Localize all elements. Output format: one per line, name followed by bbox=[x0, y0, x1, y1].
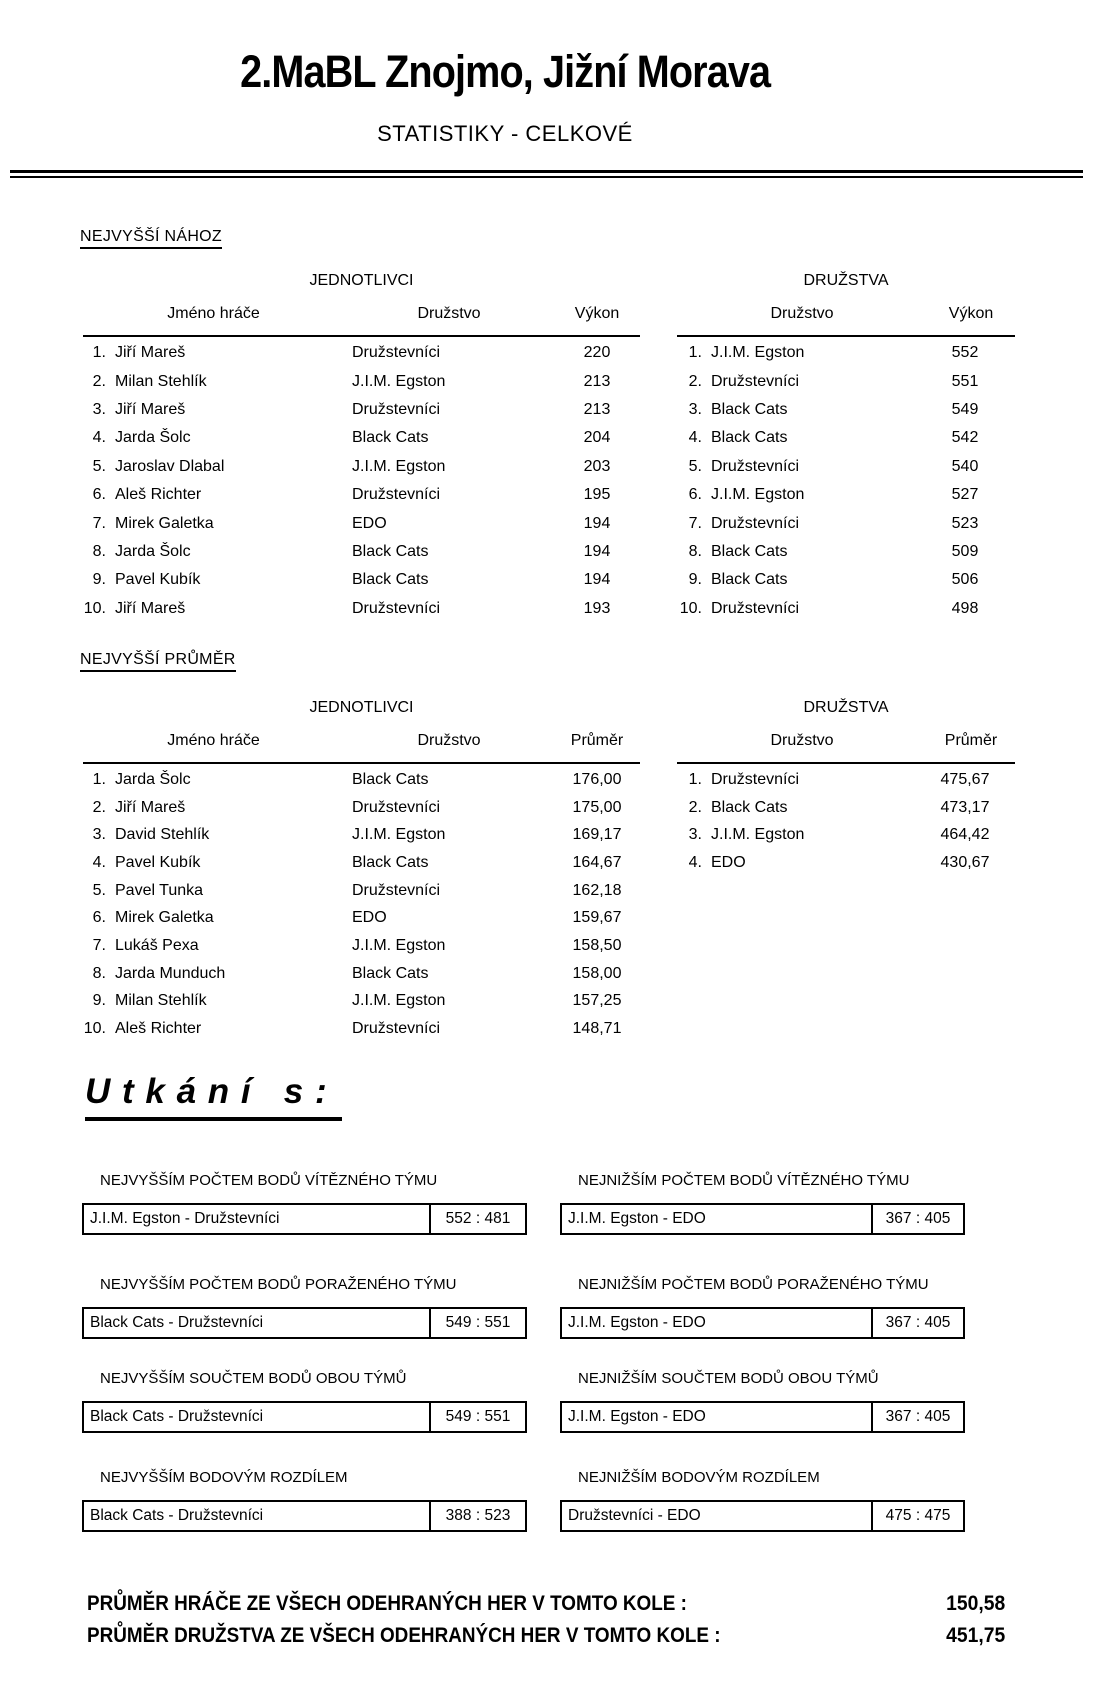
row-player-name: Jarda Munduch bbox=[115, 964, 226, 982]
row-rank: 2. bbox=[92, 798, 106, 816]
table-row bbox=[83, 424, 640, 452]
row-rank: 5. bbox=[92, 881, 106, 899]
row-rank: 9. bbox=[92, 992, 106, 1010]
row-value: 194 bbox=[583, 571, 611, 589]
match-teams: Black Cats - Družstevníci bbox=[90, 1408, 264, 1425]
row-rank: 4. bbox=[688, 429, 702, 447]
table-row bbox=[677, 396, 1015, 424]
row-team-name: J.I.M. Egston bbox=[352, 936, 446, 954]
row-rank: 8. bbox=[688, 542, 702, 560]
row-player-name: Pavel Kubík bbox=[115, 571, 201, 589]
row-rank: 3. bbox=[92, 400, 106, 418]
table-row bbox=[83, 481, 640, 509]
column-header-value: Výkon bbox=[948, 305, 994, 322]
row-team-name: EDO bbox=[352, 514, 387, 532]
row-rank: 7. bbox=[92, 514, 106, 532]
row-rank: 5. bbox=[688, 457, 702, 475]
table-row bbox=[83, 877, 640, 905]
row-value: 157,25 bbox=[572, 992, 622, 1010]
row-rank: 4. bbox=[688, 853, 702, 871]
match-score: 549 : 551 bbox=[429, 1403, 525, 1431]
match-teams: J.I.M. Egston - EDO bbox=[568, 1314, 706, 1331]
table-header-row bbox=[83, 305, 640, 337]
row-rank: 6. bbox=[92, 486, 106, 504]
match-stat-item bbox=[82, 1469, 527, 1532]
column-header-value: Průměr bbox=[570, 732, 624, 749]
row-rank: 10. bbox=[83, 599, 106, 617]
row-rank: 2. bbox=[688, 798, 702, 816]
row-rank: 9. bbox=[688, 571, 702, 589]
table-row bbox=[677, 538, 1015, 566]
row-rank: 9. bbox=[92, 571, 106, 589]
table-caption: DRUŽSTVA bbox=[803, 272, 889, 289]
table-row bbox=[677, 766, 1015, 794]
row-team-name: J.I.M. Egston bbox=[711, 344, 805, 362]
table-caption: DRUŽSTVA bbox=[803, 699, 889, 716]
row-value: 540 bbox=[951, 457, 979, 475]
match-teams: J.I.M. Egston - EDO bbox=[568, 1408, 706, 1425]
match-stat-box bbox=[82, 1307, 527, 1339]
row-rank: 1. bbox=[688, 344, 702, 362]
row-player-name: Lukáš Pexa bbox=[115, 936, 199, 954]
table-row bbox=[677, 453, 1015, 481]
row-team-name: J.I.M. Egston bbox=[352, 372, 446, 390]
row-rank: 3. bbox=[688, 400, 702, 418]
row-value: 213 bbox=[583, 400, 611, 418]
match-stat-box bbox=[560, 1401, 965, 1433]
footer-line-team-average bbox=[87, 1624, 1005, 1650]
row-team-name: Black Cats bbox=[352, 571, 429, 589]
match-stat-item bbox=[82, 1276, 527, 1339]
table-body bbox=[677, 337, 1015, 623]
table-row bbox=[677, 595, 1015, 623]
row-value: 194 bbox=[583, 514, 611, 532]
row-value: 552 bbox=[951, 344, 979, 362]
row-team-name: Black Cats bbox=[711, 798, 788, 816]
row-value: 509 bbox=[951, 542, 979, 560]
table-row bbox=[83, 566, 640, 594]
table-row bbox=[83, 367, 640, 395]
row-value: 175,00 bbox=[572, 798, 622, 816]
row-value: 162,18 bbox=[572, 881, 622, 899]
match-stat-item bbox=[560, 1276, 965, 1339]
row-rank: 1. bbox=[92, 344, 106, 362]
table-header-row bbox=[677, 305, 1015, 337]
row-team-name: Black Cats bbox=[352, 429, 429, 447]
row-rank: 1. bbox=[688, 770, 702, 788]
row-team-name: Družstevníci bbox=[711, 372, 800, 390]
row-value: 169,17 bbox=[572, 826, 622, 844]
row-team-name: Družstevníci bbox=[352, 599, 441, 617]
column-header-team: Družstvo bbox=[417, 732, 481, 749]
row-value: 159,67 bbox=[572, 909, 622, 927]
match-score: 367 : 405 bbox=[871, 1205, 963, 1233]
row-value: 506 bbox=[951, 571, 979, 589]
table-row bbox=[677, 821, 1015, 849]
row-team-name: Black Cats bbox=[352, 853, 429, 871]
table-row bbox=[83, 453, 640, 481]
table-row bbox=[677, 424, 1015, 452]
table-header-row bbox=[83, 732, 640, 764]
row-value: 473,17 bbox=[940, 798, 990, 816]
row-value: 204 bbox=[583, 429, 611, 447]
match-stat-item bbox=[560, 1370, 965, 1433]
table-row bbox=[83, 960, 640, 988]
column-header-team: Družstvo bbox=[770, 305, 834, 322]
row-value: 193 bbox=[583, 599, 611, 617]
section-heading-highest-average: NEJVYŠŠÍ PRŮMĚR bbox=[80, 651, 236, 672]
row-team-name: Družstevníci bbox=[352, 798, 441, 816]
match-stat-item bbox=[560, 1469, 965, 1532]
row-value: 430,67 bbox=[940, 853, 990, 871]
row-player-name: Pavel Kubík bbox=[115, 853, 201, 871]
table-row bbox=[83, 904, 640, 932]
row-value: 220 bbox=[583, 344, 611, 362]
match-teams: Black Cats - Družstevníci bbox=[90, 1507, 264, 1524]
row-team-name: EDO bbox=[352, 909, 387, 927]
row-team-name: Družstevníci bbox=[352, 486, 441, 504]
row-player-name: Jaroslav Dlabal bbox=[115, 457, 225, 475]
row-value: 542 bbox=[951, 429, 979, 447]
footer-line-player-average bbox=[87, 1592, 1005, 1618]
column-header-team: Družstvo bbox=[417, 305, 481, 322]
match-score: 552 : 481 bbox=[429, 1205, 525, 1233]
row-rank: 7. bbox=[688, 514, 702, 532]
table-row bbox=[83, 766, 640, 794]
row-player-name: Mirek Galetka bbox=[115, 909, 214, 927]
table-row bbox=[83, 595, 640, 623]
table-row bbox=[83, 1015, 640, 1043]
row-team-name: J.I.M. Egston bbox=[352, 992, 446, 1010]
table-row bbox=[83, 932, 640, 960]
row-team-name: Družstevníci bbox=[711, 514, 800, 532]
table-row bbox=[83, 821, 640, 849]
match-score: 475 : 475 bbox=[871, 1502, 963, 1530]
row-value: 464,42 bbox=[940, 826, 990, 844]
row-value: 194 bbox=[583, 542, 611, 560]
row-team-name: Black Cats bbox=[711, 429, 788, 447]
match-stat-label: NEJNIŽŠÍM SOUČTEM BODŮ OBOU TÝMŮ bbox=[578, 1370, 879, 1387]
match-score: 367 : 405 bbox=[871, 1403, 963, 1431]
table-caption: JEDNOTLIVCI bbox=[309, 272, 414, 289]
row-team-name: Black Cats bbox=[711, 542, 788, 560]
row-value: 158,50 bbox=[572, 936, 622, 954]
row-player-name: Jarda Šolc bbox=[115, 542, 191, 560]
row-player-name: Aleš Richter bbox=[115, 1020, 202, 1038]
row-rank: 2. bbox=[92, 372, 106, 390]
column-header-value: Výkon bbox=[574, 305, 620, 322]
row-rank: 3. bbox=[92, 826, 106, 844]
match-stat-box bbox=[560, 1203, 965, 1235]
row-value: 148,71 bbox=[572, 1020, 622, 1038]
row-player-name: David Stehlík bbox=[115, 826, 210, 844]
row-value: 498 bbox=[951, 599, 979, 617]
row-team-name: J.I.M. Egston bbox=[711, 826, 805, 844]
row-team-name: Black Cats bbox=[352, 542, 429, 560]
row-value: 203 bbox=[583, 457, 611, 475]
row-value: 213 bbox=[583, 372, 611, 390]
column-header-player: Jméno hráče bbox=[167, 305, 260, 322]
table-header-row bbox=[677, 732, 1015, 764]
separator-rule bbox=[10, 170, 1083, 178]
row-player-name: Aleš Richter bbox=[115, 486, 202, 504]
row-value: 549 bbox=[951, 400, 979, 418]
table-row bbox=[83, 339, 640, 367]
row-team-name: Black Cats bbox=[711, 400, 788, 418]
row-value: 551 bbox=[951, 372, 979, 390]
row-player-name: Jiří Mareš bbox=[115, 798, 186, 816]
footer-value: 150,58 bbox=[945, 1592, 1005, 1615]
table-body bbox=[83, 764, 640, 1043]
row-rank: 4. bbox=[92, 429, 106, 447]
row-team-name: J.I.M. Egston bbox=[352, 826, 446, 844]
table-body bbox=[677, 764, 1015, 877]
match-score: 367 : 405 bbox=[871, 1309, 963, 1337]
row-value: 164,67 bbox=[572, 853, 622, 871]
table-row bbox=[83, 538, 640, 566]
row-team-name: Družstevníci bbox=[711, 770, 800, 788]
row-player-name: Jarda Šolc bbox=[115, 429, 191, 447]
row-value: 176,00 bbox=[572, 770, 622, 788]
row-player-name: Jiří Mareš bbox=[115, 599, 186, 617]
match-stat-box bbox=[82, 1401, 527, 1433]
table-row bbox=[677, 566, 1015, 594]
row-rank: 8. bbox=[92, 542, 106, 560]
highest-score-teams-table bbox=[677, 272, 1015, 623]
table-caption: JEDNOTLIVCI bbox=[309, 699, 414, 716]
row-player-name: Milan Stehlík bbox=[115, 992, 207, 1010]
row-player-name: Mirek Galetka bbox=[115, 514, 214, 532]
match-stat-item bbox=[82, 1370, 527, 1433]
row-rank: 6. bbox=[688, 486, 702, 504]
row-value: 475,67 bbox=[940, 770, 990, 788]
table-row bbox=[677, 509, 1015, 537]
row-rank: 1. bbox=[92, 770, 106, 788]
match-stat-label: NEJVYŠŠÍM POČTEM BODŮ VÍTĚZNÉHO TÝMU bbox=[100, 1172, 438, 1189]
highest-score-individuals-table bbox=[83, 272, 640, 623]
row-team-name: EDO bbox=[711, 853, 746, 871]
match-stat-item bbox=[560, 1172, 965, 1235]
column-header-player: Jméno hráče bbox=[167, 732, 260, 749]
row-team-name: Družstevníci bbox=[711, 599, 800, 617]
table-row bbox=[677, 339, 1015, 367]
column-header-value: Průměr bbox=[944, 732, 998, 749]
section-heading-highest-score: NEJVYŠŠÍ NÁHOZ bbox=[80, 228, 222, 249]
row-team-name: Družstevníci bbox=[352, 881, 441, 899]
table-row bbox=[677, 794, 1015, 822]
table-row bbox=[677, 481, 1015, 509]
row-value: 158,00 bbox=[572, 964, 622, 982]
footer-label: PRŮMĚR HRÁČE ZE VŠECH ODEHRANÝCH HER V TOMTO KOLE : bbox=[87, 1592, 687, 1615]
row-player-name: Milan Stehlík bbox=[115, 372, 207, 390]
row-value: 523 bbox=[951, 514, 979, 532]
row-rank: 8. bbox=[92, 964, 106, 982]
row-team-name: Družstevníci bbox=[352, 400, 441, 418]
match-stat-label: NEJVYŠŠÍM POČTEM BODŮ PORAŽENÉHO TÝMU bbox=[100, 1276, 457, 1293]
row-player-name: Jarda Šolc bbox=[115, 770, 191, 788]
row-rank: 10. bbox=[679, 599, 702, 617]
match-stat-label: NEJNIŽŠÍM POČTEM BODŮ VÍTĚZNÉHO TÝMU bbox=[578, 1172, 910, 1189]
table-row bbox=[677, 367, 1015, 395]
footer-label: PRŮMĚR DRUŽSTVA ZE VŠECH ODEHRANÝCH HER V TOMTO KOLE : bbox=[87, 1624, 721, 1647]
match-score: 388 : 523 bbox=[429, 1502, 525, 1530]
match-stat-box bbox=[82, 1500, 527, 1532]
page-title-text: 2.MaBL Znojmo, Jižní Morava bbox=[239, 46, 771, 97]
row-rank: 10. bbox=[83, 1020, 106, 1038]
match-stat-item bbox=[82, 1172, 527, 1235]
row-player-name: Pavel Tunka bbox=[115, 881, 204, 899]
match-stat-label: NEJVYŠŠÍM BODOVÝM ROZDÍLEM bbox=[100, 1469, 348, 1486]
row-rank: 4. bbox=[92, 853, 106, 871]
row-value: 195 bbox=[583, 486, 611, 504]
row-rank: 7. bbox=[92, 936, 106, 954]
row-player-name: Jiří Mareš bbox=[115, 344, 186, 362]
match-stat-label: NEJNIŽŠÍM POČTEM BODŮ PORAŽENÉHO TÝMU bbox=[578, 1276, 929, 1293]
table-row bbox=[83, 509, 640, 537]
page-title bbox=[0, 46, 1010, 98]
match-stat-box bbox=[560, 1500, 965, 1532]
column-header-team: Družstvo bbox=[770, 732, 834, 749]
row-player-name: Jiří Mareš bbox=[115, 400, 186, 418]
match-score: 549 : 551 bbox=[429, 1309, 525, 1337]
footer-value: 451,75 bbox=[945, 1624, 1005, 1647]
table-row bbox=[677, 849, 1015, 877]
match-teams: Black Cats - Družstevníci bbox=[90, 1314, 264, 1331]
table-row bbox=[83, 396, 640, 424]
row-rank: 2. bbox=[688, 372, 702, 390]
row-rank: 6. bbox=[92, 909, 106, 927]
table-row bbox=[83, 988, 640, 1016]
table-body bbox=[83, 337, 640, 623]
row-team-name: Družstevníci bbox=[711, 457, 800, 475]
match-stat-label: NEJVYŠŠÍM SOUČTEM BODŮ OBOU TÝMŮ bbox=[100, 1370, 407, 1387]
match-stat-box bbox=[82, 1203, 527, 1235]
match-teams: Družstevníci - EDO bbox=[568, 1507, 701, 1524]
row-rank: 3. bbox=[688, 826, 702, 844]
page-subtitle: STATISTIKY - CELKOVÉ bbox=[377, 121, 633, 146]
row-team-name: Družstevníci bbox=[352, 1020, 441, 1038]
match-stat-box bbox=[560, 1307, 965, 1339]
table-row bbox=[83, 849, 640, 877]
row-team-name: J.I.M. Egston bbox=[352, 457, 446, 475]
match-teams: J.I.M. Egston - Družstevníci bbox=[90, 1210, 280, 1227]
row-team-name: J.I.M. Egston bbox=[711, 486, 805, 504]
row-value: 527 bbox=[951, 486, 979, 504]
table-row bbox=[83, 794, 640, 822]
row-rank: 5. bbox=[92, 457, 106, 475]
row-team-name: Black Cats bbox=[711, 571, 788, 589]
highest-average-individuals-table bbox=[83, 699, 640, 1043]
row-team-name: Black Cats bbox=[352, 770, 429, 788]
highest-average-teams-table bbox=[677, 699, 1015, 877]
row-team-name: Družstevníci bbox=[352, 344, 441, 362]
match-teams: J.I.M. Egston - EDO bbox=[568, 1210, 706, 1227]
row-team-name: Black Cats bbox=[352, 964, 429, 982]
matches-section-heading: U t k á n í s : bbox=[85, 1072, 342, 1121]
match-stat-label: NEJNIŽŠÍM BODOVÝM ROZDÍLEM bbox=[578, 1469, 820, 1486]
